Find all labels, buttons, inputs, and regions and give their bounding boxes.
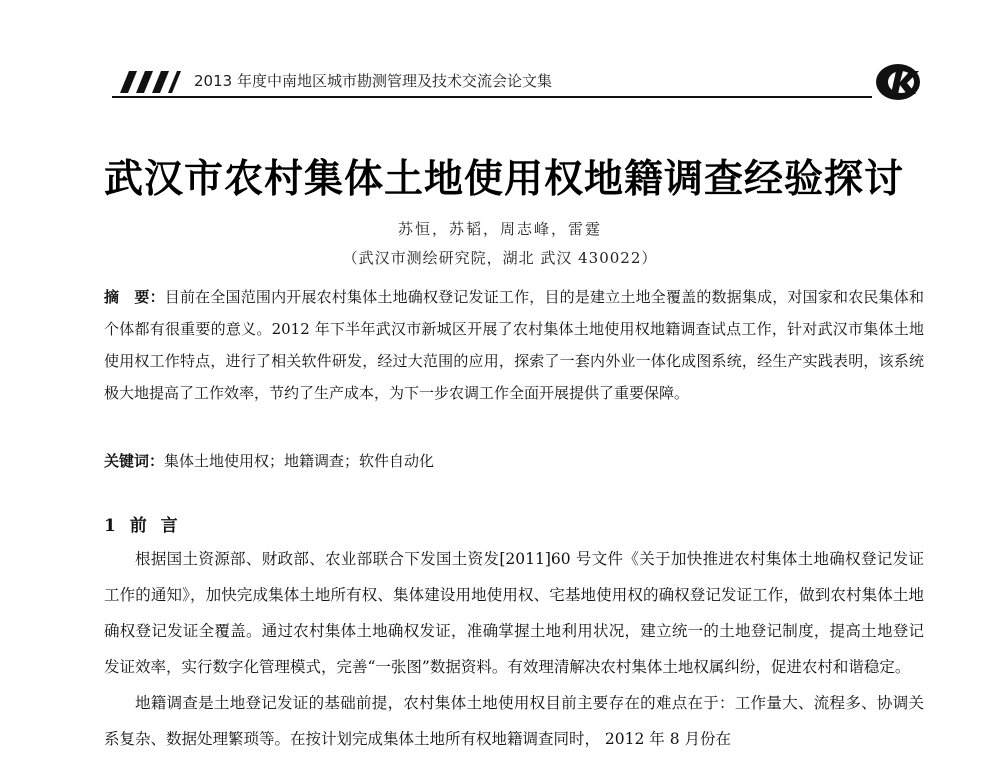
ck-logo-icon: [874, 62, 924, 102]
abstract-text: 目前在全国范围内开展农村集体土地确权登记发证工作，目的是建立土地全覆盖的数据集成，对国家和农民集体和个体都有很重要的意义。2012 年下半年武汉市新城区开展了农村集体土地使用权地籍调查试点工作，针对武汉市集体土地使用权工作特点，进行了相关软件研发，经过大范围的应用，探索了一套内外业一体化成图系统，经生产实践表明，该系统极大地提高了工作效率，节约了生产成本，为下一步农调工作全面开展提供了重要保障。: [104, 288, 924, 402]
keywords: [104, 445, 924, 477]
abstract-label: 摘 要：: [104, 288, 165, 306]
journal-title: 2013 年度中南地区城市勘测管理及技术交流会论文集: [194, 72, 552, 90]
keywords-label: 关键词：: [104, 452, 165, 470]
section-heading: 1 前 言: [104, 516, 182, 536]
paper-authors: 苏恒，苏韬，周志峰，雷霆: [397, 220, 602, 238]
abstract: [104, 281, 924, 409]
paragraph: 地籍调查是土地登记发证的基础前提，农村集体土地使用权目前主要存在的难点在于：工作量大、流程多、协调关系复杂、数据处理繁琐等。在按计划完成集体土地所有权地籍调查同时， 2012 年 8 月份在: [104, 694, 924, 748]
slash-decoration-icon: [112, 71, 186, 93]
header-rule: [112, 96, 872, 98]
running-header: [112, 60, 920, 104]
paper-affiliation: （武汉市测绘研究院，湖北 武汉 430022）: [342, 249, 658, 267]
paragraph: 根据国土资源部、财政部、农业部联合下发国土资发[2011]60 号文件《关于加快推进农村集体土地确权登记发证工作的通知》，加快完成集体土地所有权、集体建设用地使用权、宅基地使用权的确权登记发证工作，做到农村集体土地确权登记发证全覆盖。通过农村集体土地确权发证，准确掌握土地利用状况，建立统一的土地登记制度，提高土地登记发证效率，实行数字化管理模式，完善“一张图”数据资料。有效理清解决农村集体土地权属纠纷，促进农村和谐稳定。: [104, 550, 924, 676]
keywords-text: 集体土地使用权；地籍调查；软件自动化: [164, 452, 435, 470]
section-body: [104, 541, 924, 757]
paper-title: 武汉市农村集体土地使用权地籍调查经验探讨: [104, 156, 905, 202]
